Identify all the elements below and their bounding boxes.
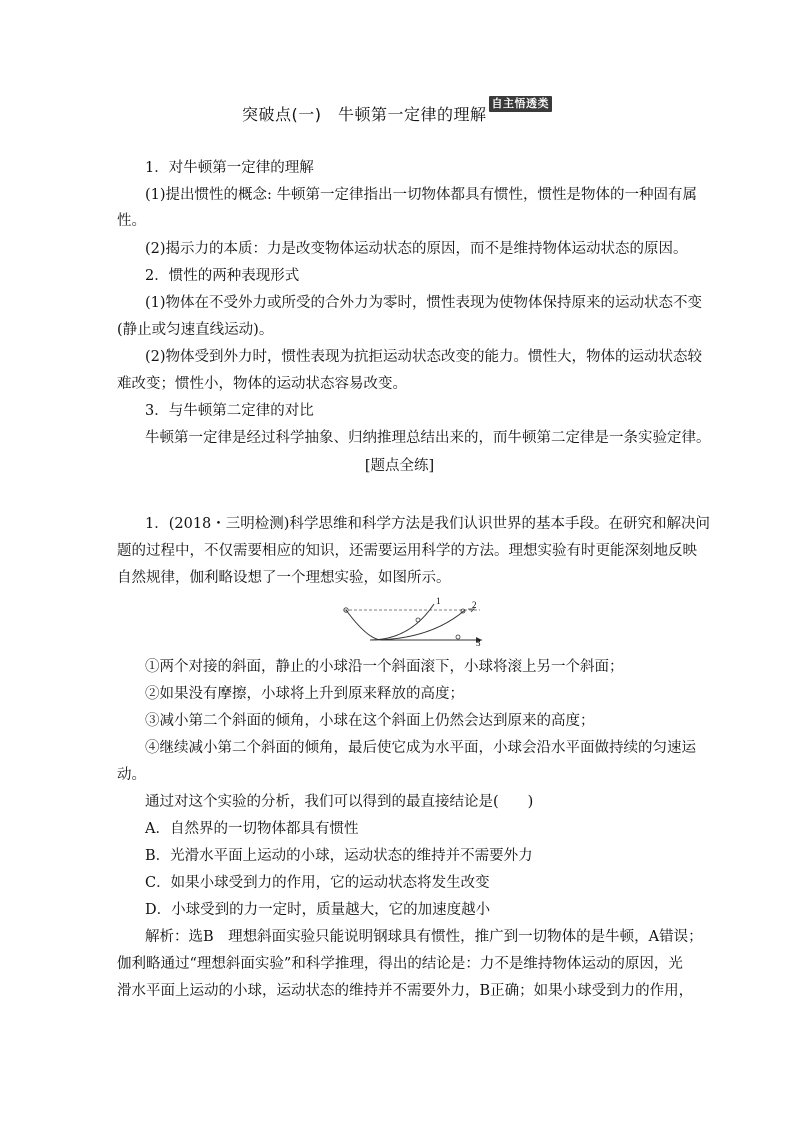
option-a: A．自然界的一切物体都具有惯性	[145, 821, 359, 837]
paragraph: 难改变；惯性小，物体的运动状态容易改变。	[117, 376, 407, 392]
practice-title: [题点全练]	[364, 458, 435, 474]
question-text: 自然规律，伽利略设想了一个理想实验，如图所示。	[117, 570, 451, 586]
option-b: B．光滑水平面上运动的小球，运动状态的维持并不需要外力	[145, 848, 533, 864]
analysis-text: 伽利略通过“理想斜面实验”和科学推理，得出的结论是：力不是维持物体运动的原因，光	[117, 956, 683, 972]
inclined-plane-figure	[330, 596, 490, 646]
experiment-step: ④继续减小第二个斜面的倾角，最后使它成为水平面，小球会沿水平面做持续的匀速运	[145, 740, 696, 756]
paragraph: (1)物体在不受外力或所受的合外力为零时，惯性表现为使物体保持原来的运动状态不变	[145, 295, 703, 311]
experiment-step: ①两个对接的斜面，静止的小球沿一个斜面滚下，小球将滚上另一个斜面；	[145, 659, 624, 675]
paragraph: 性。	[117, 213, 146, 229]
ball-1	[416, 618, 420, 622]
section-title	[0, 97, 794, 125]
paragraph: 牛顿第一定律是经过科学抽象、归纳推理总结出来的，而牛顿第二定律是一条实验定律。	[145, 430, 711, 446]
slope-2	[372, 610, 465, 640]
paragraph: (2)物体受到外力时，惯性表现为抗拒运动状态改变的能力。惯性大，物体的运动状态较	[145, 349, 703, 365]
title-text: 突破点(一) 牛顿第一定律的理解	[242, 105, 487, 124]
figure-label-1: 1	[436, 596, 441, 606]
option-c: C．如果小球受到力的作用，它的运动状态将发生改变	[145, 875, 490, 891]
question-text: 题的过程中，不仅需要相应的知识，还需要运用科学的方法。理想实验有时更能深刻地反映	[117, 543, 697, 559]
heading-2: 2．惯性的两种表现形式	[145, 268, 300, 284]
question-prompt: 通过对这个实验的分析，我们可以得到的最直接结论是( )	[145, 794, 534, 810]
category-badge: 自主悟透类	[489, 96, 553, 112]
analysis-text: 滑水平面上运动的小球，运动状态的维持并不需要外力，B正确；如果小球受到力的作用，	[117, 983, 694, 999]
ball-3	[456, 635, 460, 639]
figure-label-2: 2	[472, 600, 477, 610]
figure-label-3: 3	[476, 638, 481, 646]
experiment-step: ③减小第二个斜面的倾角，小球在这个斜面上仍然会达到原来的高度；	[145, 713, 595, 729]
paragraph: (1)提出惯性的概念: 牛顿第一定律指出一切物体都具有惯性，惯性是物体的一种固有属	[145, 187, 698, 203]
heading-3: 3．与牛顿第二定律的对比	[145, 403, 314, 419]
option-d: D．小球受到的力一定时，质量越大，它的加速度越小	[145, 902, 491, 918]
heading-1: 1．对牛顿第一定律的理解	[145, 160, 314, 176]
analysis-text: 解析：选B 理想斜面实验只能说明钢球具有惯性，推广到一切物体的是牛顿，A错误；	[145, 929, 703, 945]
paragraph: (2)揭示力的本质：力是改变物体运动状态的原因，而不是维持物体运动状态的原因。	[145, 241, 688, 257]
slope-1	[370, 604, 434, 640]
paragraph: (静止或匀速直线运动)。	[117, 322, 274, 338]
question-text: 1．(2018・三明检测)科学思维和科学方法是我们认识世界的基本手段。在研究和解决问	[145, 516, 710, 532]
experiment-step: ②如果没有摩擦，小球将上升到原来释放的高度；	[145, 686, 464, 702]
experiment-step: 动。	[117, 767, 146, 783]
